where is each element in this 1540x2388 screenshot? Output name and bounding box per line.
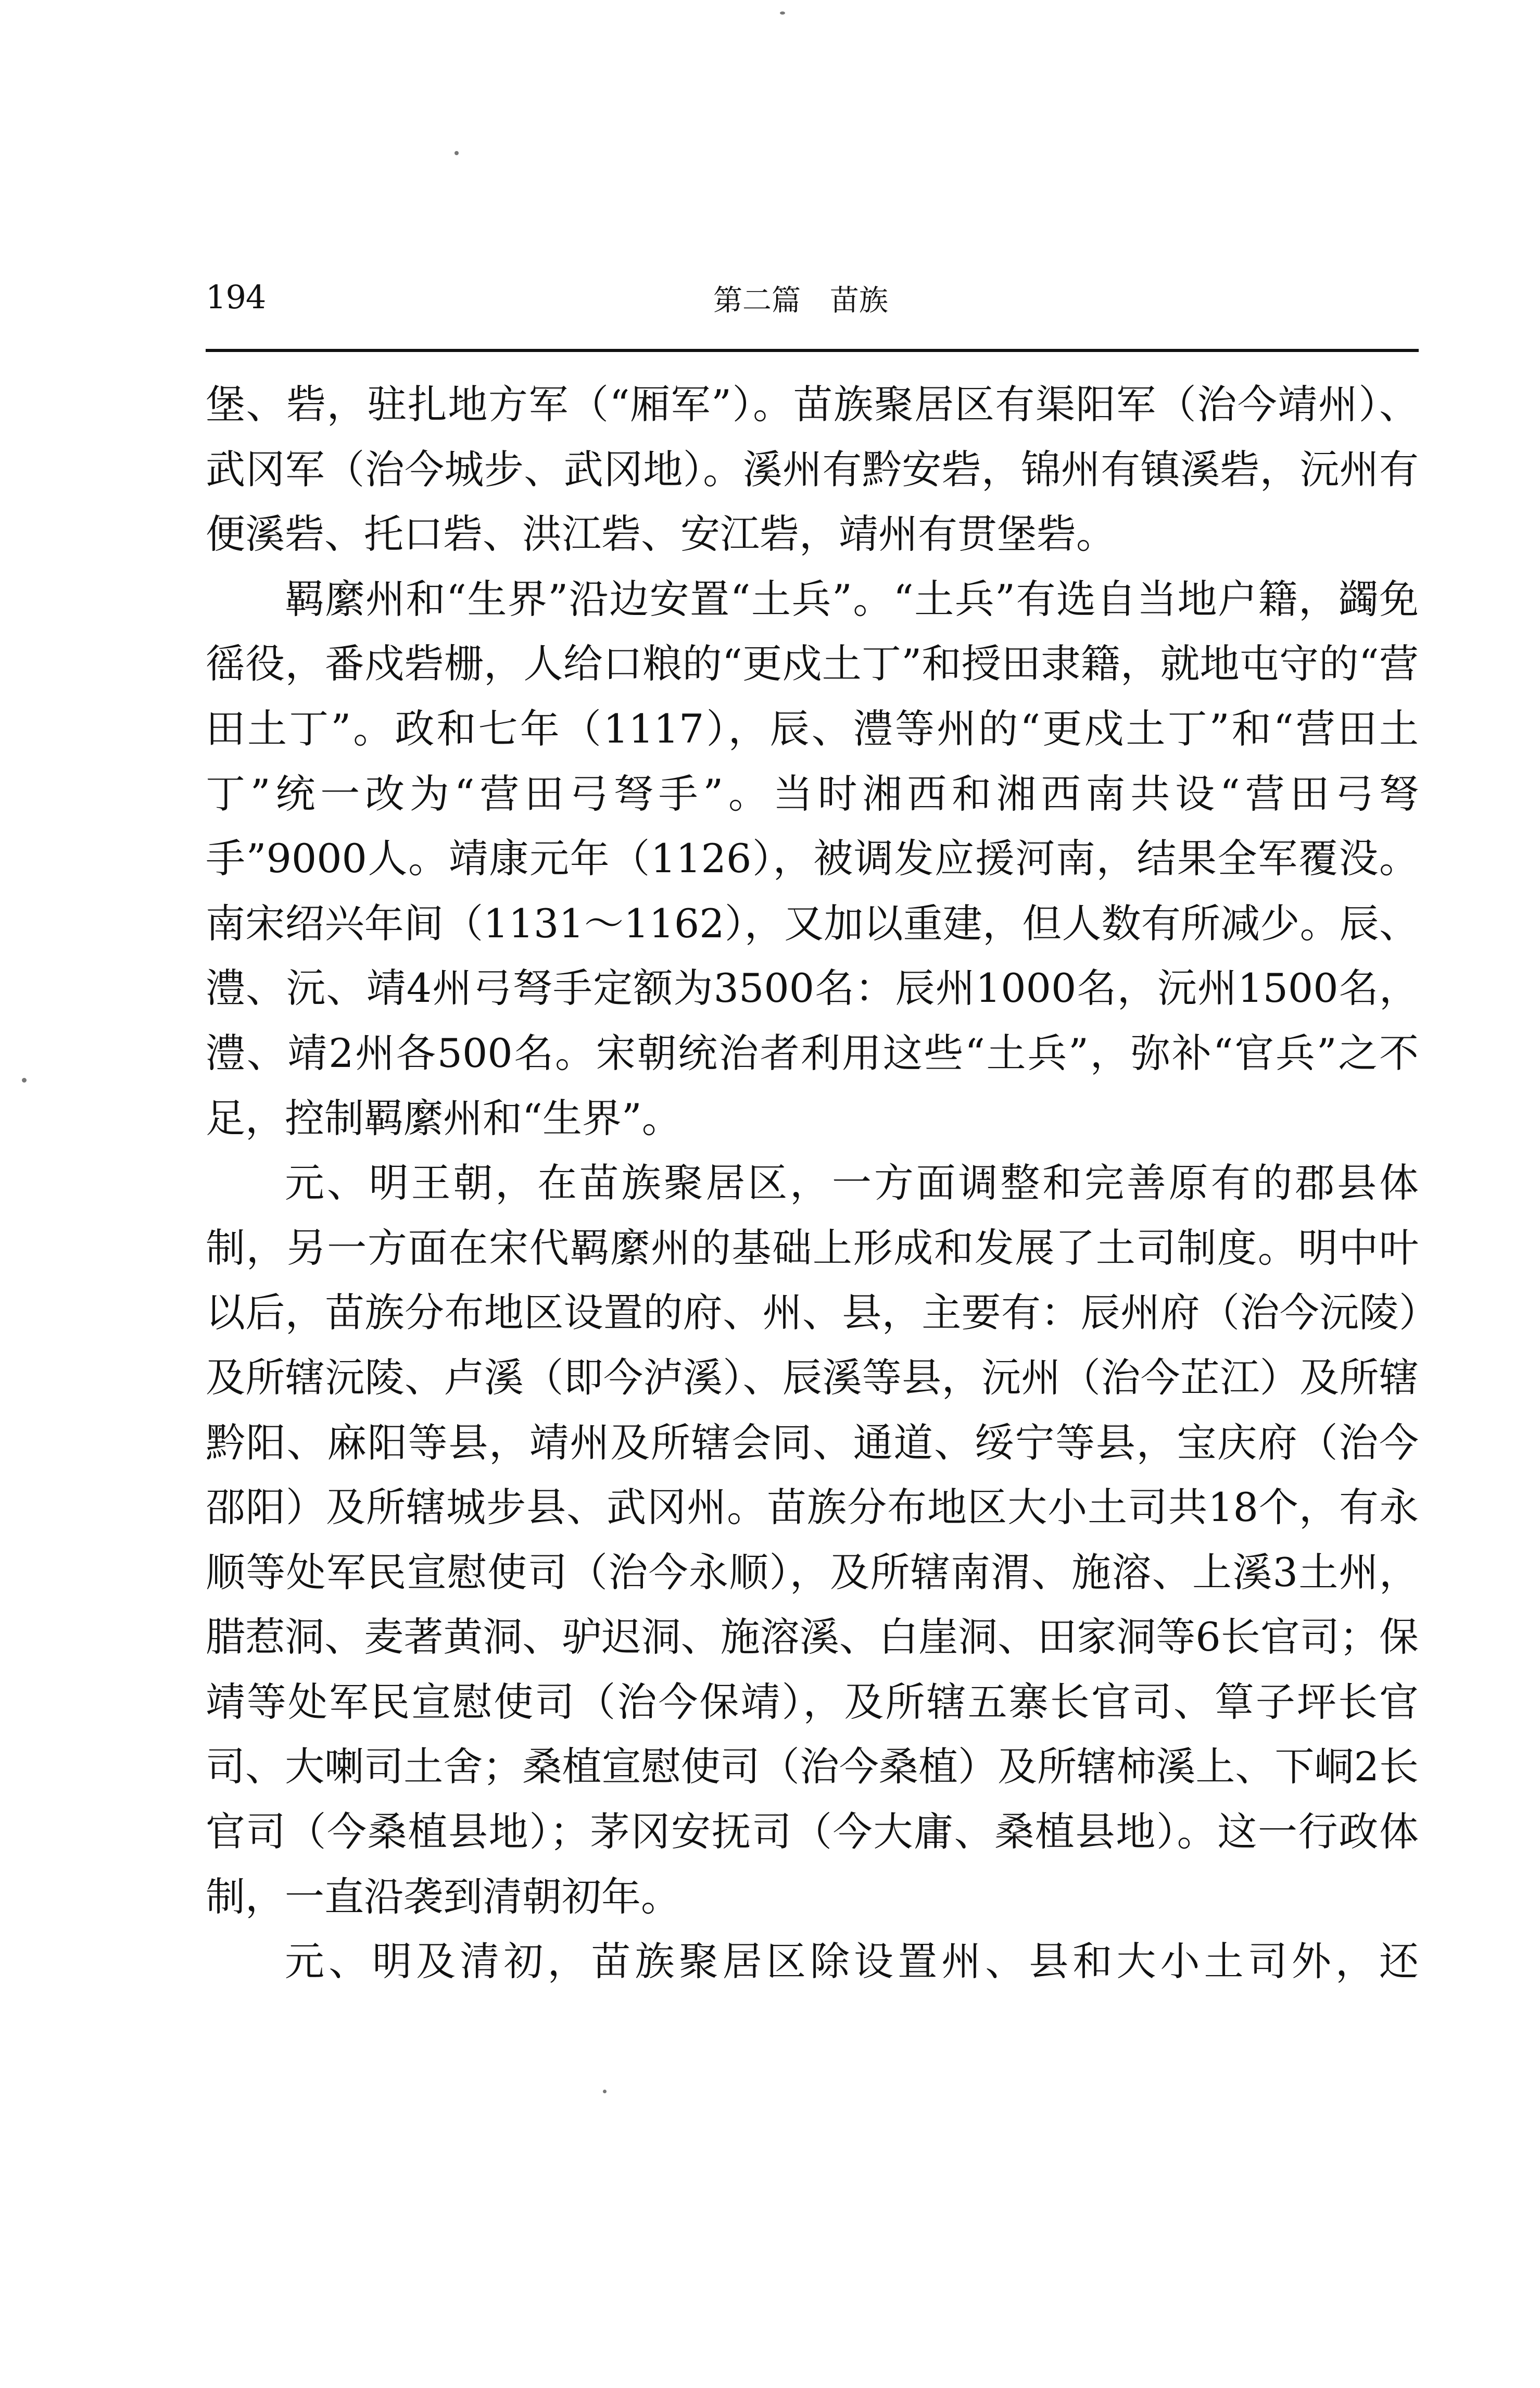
scan-speck	[780, 11, 785, 15]
paragraph-yuan-ming: 元、明王朝，在苗族聚居区，一方面调整和完善原有的郡县体制，另一方面在宋代羁縻州的基础上形成和发展了土司制度。明中叶以后，苗族分布地区设置的府、州、县，主要有：辰州府（治今沅陵）及所辖沅陵、卢溪（即今泸溪）、辰溪等县，沅州（治今芷江）及所辖黔阳、麻阳等县，靖州及所辖会同、通道、绥宁等县，宝庆府（治今邵阳）及所辖城步县、武冈州。苗族分布地区大小土司共18个，有永顺等处军民宣慰使司（治今永顺），及所辖南渭、施溶、上溪3土州，腊惹洞、麦著黄洞、驴迟洞、施溶溪、白崖洞、田家洞等6长官司；保靖等处军民宣慰使司（治今保靖），及所辖五寨长官司、筸子坪长官司、大喇司土舍；桑植宣慰使司（治今桑植）及所辖柿溪上、下峒2长官司（今桑植县地）；茅冈安抚司（今大庸、桑植县地）。这一行政体制，一直沿袭到清朝初年。	[206, 1160, 1419, 1920]
paragraph-tubing: 羁縻州和“生界”沿边安置“土兵”。“土兵”有选自当地户籍，蠲免徭役，番戍砦栅，人给口粮的“更戍土丁”和授田隶籍，就地屯守的“营田土丁”。政和七年（1117），辰、澧等州的“更戍土丁”和“营田土丁”统一改为“营田弓弩手”。当时湘西和湘西南共设“营田弓弩手”9000人。靖康元年（1126），被调发应援河南，结果全军覆没。南宋绍兴年间（1131～1162），又加以重建，但人数有所减少。辰、澧、沅、靖4州弓弩手定额为3500名：辰州1000名，沅州1500名，澧、靖2州各500名。宋朝统治者利用这些“土兵”，弥补“官兵”之不足，控制羁縻州和“生界”。	[206, 575, 1419, 1141]
scan-speck	[455, 151, 459, 155]
header-rule	[206, 349, 1419, 352]
body-text	[206, 372, 1419, 1994]
paragraph-qing-early: 元、明及清初，苗族聚居区除设置州、县和大小土司外，还	[285, 1938, 1419, 1985]
scan-speck	[603, 2090, 607, 2093]
running-head: 第二篇 苗族	[713, 284, 888, 318]
page-number: 194	[206, 278, 266, 316]
scan-speck	[22, 1078, 27, 1083]
paragraph-continued: 堡、砦，驻扎地方军（“厢军”）。苗族聚居区有渠阳军（治今靖州）、武冈军（治今城步、武冈地）。溪州有黔安砦，锦州有镇溪砦，沅州有便溪砦、托口砦、洪江砦、安江砦，靖州有贯堡砦。	[206, 381, 1419, 558]
